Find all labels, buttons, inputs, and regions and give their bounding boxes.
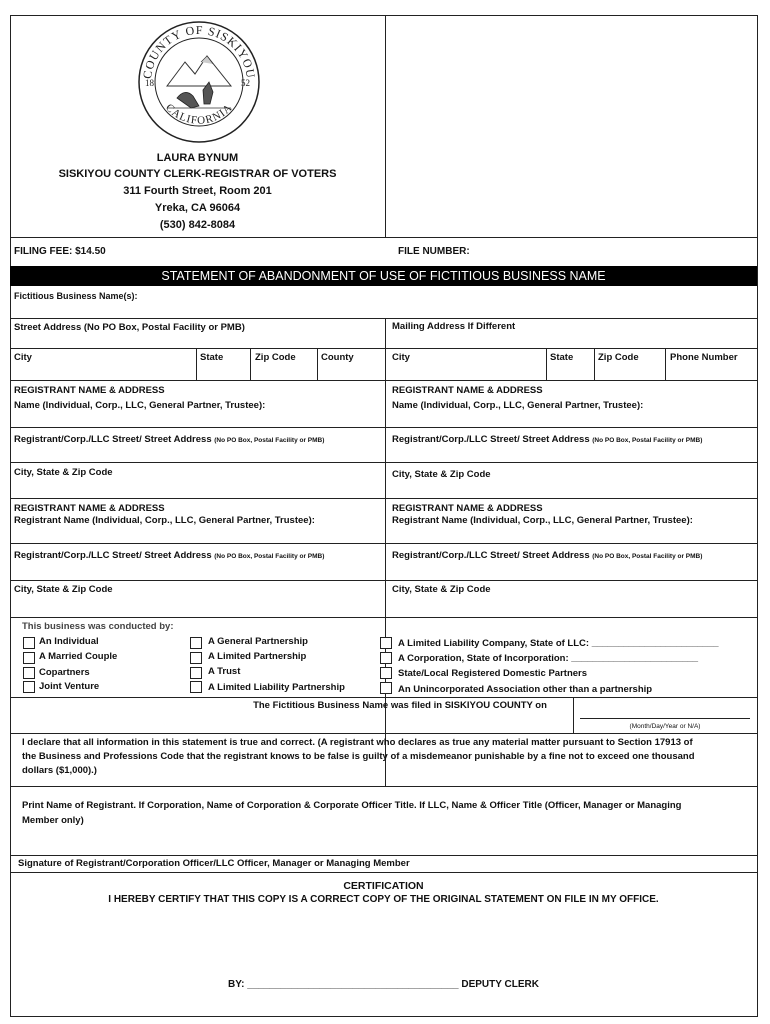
mailing-state-label: State	[550, 352, 574, 363]
signature-label: Signature of Registrant/Corporation Officer/LLC Officer, Manager or Managing Member	[18, 858, 410, 869]
file-stamp-box	[385, 15, 758, 238]
registrant-4-csz-label: City, State & Zip Code	[392, 584, 491, 595]
registrant-1-csz-label: City, State & Zip Code	[14, 467, 113, 478]
mailing-address-label: Mailing Address If Different	[392, 321, 516, 332]
seal-year-right: 52	[241, 78, 250, 88]
print-name-line-1: Print Name of Registrant. If Corporation, Name of Corporation & Corporate Officer Title. If LLC, Name & Officer Title (Officer, Manager or Managing	[22, 800, 682, 811]
declaration-line-2: the Business and Professions Code that the registrant knows to be false is guilty of a misdemeanor punishable by a fine not to exceed one thousand	[22, 751, 695, 762]
option-corporation: A Corporation, State of Incorporation: ________________________	[398, 653, 699, 664]
registrant-3-street-label: Registrant/Corp./LLC Street/ Street Address (No PO Box, Postal Facility or PMB)	[14, 550, 325, 561]
registrant-3-heading: REGISTRANT NAME & ADDRESS	[14, 503, 165, 514]
option-unincorporated: An Unincorporated Association other than a partnership	[398, 684, 653, 695]
clerk-city: Yreka, CA 96064	[154, 202, 241, 214]
street-address-label: Street Address (No PO Box, Postal Facility or PMB)	[14, 322, 245, 333]
checkbox-joint-venture[interactable]	[23, 681, 35, 693]
city-label: City	[14, 352, 32, 363]
deputy-clerk-signature-line: BY: ______________________________________ DEPUTY CLERK	[228, 979, 539, 990]
checkbox-unincorporated[interactable]	[380, 682, 392, 694]
option-joint-venture: Joint Venture	[39, 681, 100, 692]
registrant-4-street-label: Registrant/Corp./LLC Street/ Street Address (No PO Box, Postal Facility or PMB)	[392, 550, 703, 561]
checkbox-general-partnership[interactable]	[190, 637, 202, 649]
certification-text: I HEREBY CERTIFY THAT THIS COPY IS A CORRECT COPY OF THE ORIGINAL STATEMENT ON FILE IN MY OFFICE.	[108, 894, 659, 905]
option-trust: A Trust	[208, 666, 241, 677]
option-copartners: Copartners	[39, 667, 90, 678]
clerk-phone: (530) 842-8084	[159, 219, 236, 231]
zip-label: Zip Code	[255, 352, 296, 363]
checkbox-trust[interactable]	[190, 667, 202, 679]
checkbox-corporation[interactable]	[380, 652, 392, 664]
registrant-2-csz-label: City, State & Zip Code	[392, 469, 491, 480]
county-label: County	[321, 352, 354, 363]
registrant-1-street-label: Registrant/Corp./LLC Street/ Street Address (No PO Box, Postal Facility or PMB)	[14, 434, 325, 445]
checkbox-married-couple[interactable]	[23, 652, 35, 664]
seal-top-text: COUNTY OF SISKIYOU	[139, 22, 259, 80]
business-type-heading: This business was conducted by:	[22, 621, 174, 632]
option-llc: A Limited Liability Company, State of LLC: ________________________	[398, 638, 719, 649]
option-domestic-partners: State/Local Registered Domestic Partners	[398, 668, 588, 679]
registrant-2-name-label: Name (Individual, Corp., LLC, General Partner, Trustee):	[392, 400, 644, 411]
registrant-3-csz-label: City, State & Zip Code	[14, 584, 113, 595]
fbn-label: Fictitious Business Name(s):	[14, 291, 138, 301]
option-limited-partnership: A Limited Partnership	[208, 651, 307, 662]
checkbox-domestic-partners[interactable]	[380, 667, 392, 679]
seal-year-left: 18	[145, 78, 154, 88]
print-name-line-2: Member only)	[22, 815, 84, 826]
form-title: STATEMENT OF ABANDONMENT OF USE OF FICTITIOUS BUSINESS NAME	[161, 269, 606, 283]
option-individual: An Individual	[39, 636, 99, 647]
state-label: State	[200, 352, 224, 363]
clerk-address: 311 Fourth Street, Room 201	[123, 185, 272, 197]
file-number-label: FILE NUMBER:	[398, 246, 470, 257]
registrant-1-name-label: Name (Individual, Corp., LLC, General Partner, Trustee):	[14, 400, 266, 411]
county-seal	[137, 20, 261, 144]
checkbox-limited-partnership[interactable]	[190, 652, 202, 664]
option-general-partnership: A General Partnership	[208, 636, 308, 647]
registrant-4-heading: REGISTRANT NAME & ADDRESS	[392, 503, 543, 514]
mailing-city-label: City	[392, 352, 410, 363]
mailing-zip-label: Zip Code	[598, 352, 639, 363]
filing-fee: FILING FEE: $14.50	[14, 246, 106, 257]
checkbox-llc[interactable]	[380, 637, 392, 649]
option-married-couple: A Married Couple	[39, 651, 118, 662]
registrant-2-heading: REGISTRANT NAME & ADDRESS	[392, 385, 543, 396]
svg-text:COUNTY OF SISKIYOU	[140, 23, 258, 80]
date-hint: (Month/Day/Year or N/A)	[629, 723, 701, 730]
declaration-line-3: dollars ($1,000).)	[22, 765, 97, 776]
certification-heading: CERTIFICATION	[343, 880, 424, 892]
registrant-3-name-label: Registrant Name (Individual, Corp., LLC, General Partner, Trustee):	[14, 515, 315, 526]
clerk-title: SISKIYOU COUNTY CLERK-REGISTRAR OF VOTERS	[58, 168, 337, 180]
checkbox-individual[interactable]	[23, 637, 35, 649]
filed-text: The Fictitious Business Name was filed in SISKIYOU COUNTY on	[253, 700, 547, 711]
registrant-2-street-label: Registrant/Corp./LLC Street/ Street Address (No PO Box, Postal Facility or PMB)	[392, 434, 703, 445]
option-llp: A Limited Liability Partnership	[208, 682, 345, 693]
registrant-1-heading: REGISTRANT NAME & ADDRESS	[14, 385, 165, 396]
declaration-line-1: I declare that all information in this statement is true and correct. (A registrant who declares as true any material matter pursuant to Section 17913 of	[22, 737, 693, 748]
checkbox-llp[interactable]	[190, 681, 202, 693]
registrant-4-name-label: Registrant Name (Individual, Corp., LLC, General Partner, Trustee):	[392, 515, 693, 526]
clerk-name: LAURA BYNUM	[156, 152, 239, 164]
seal-bottom-text: CALIFORNIA	[162, 101, 236, 127]
phone-label: Phone Number	[670, 352, 738, 363]
checkbox-copartners[interactable]	[23, 667, 35, 679]
